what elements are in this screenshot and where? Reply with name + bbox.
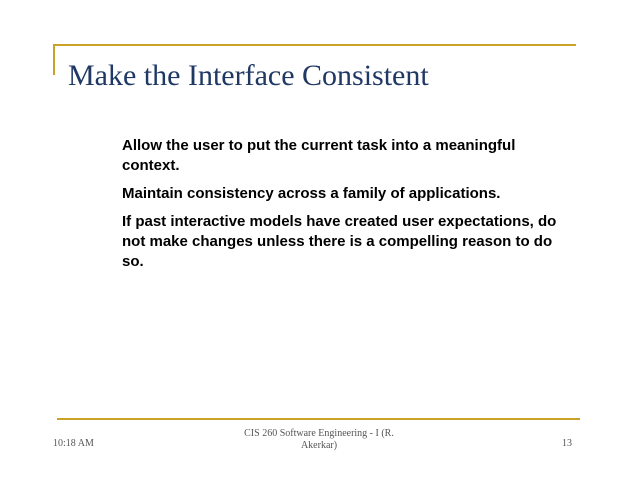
footer-time: 10:18 AM [53,438,94,449]
footer-page-number: 13 [562,438,572,449]
bullet-list [122,136,562,280]
bullet-item: Allow the user to put the current task into a meaningful context. [122,137,516,174]
bullet-item: If past interactive models have created user expectations, do not make changes unless there is a compelling reason to do so. [122,213,557,270]
slide-title: Make the Interface Consistent [68,59,429,92]
footer-course: CIS 260 Software Engineering - I (R. Akerkar) [244,428,394,451]
bottom-accent-line [57,418,580,420]
left-accent-line [53,44,55,75]
top-accent-line [53,44,576,46]
bullet-item: Maintain consistency across a family of applications. [122,185,501,202]
